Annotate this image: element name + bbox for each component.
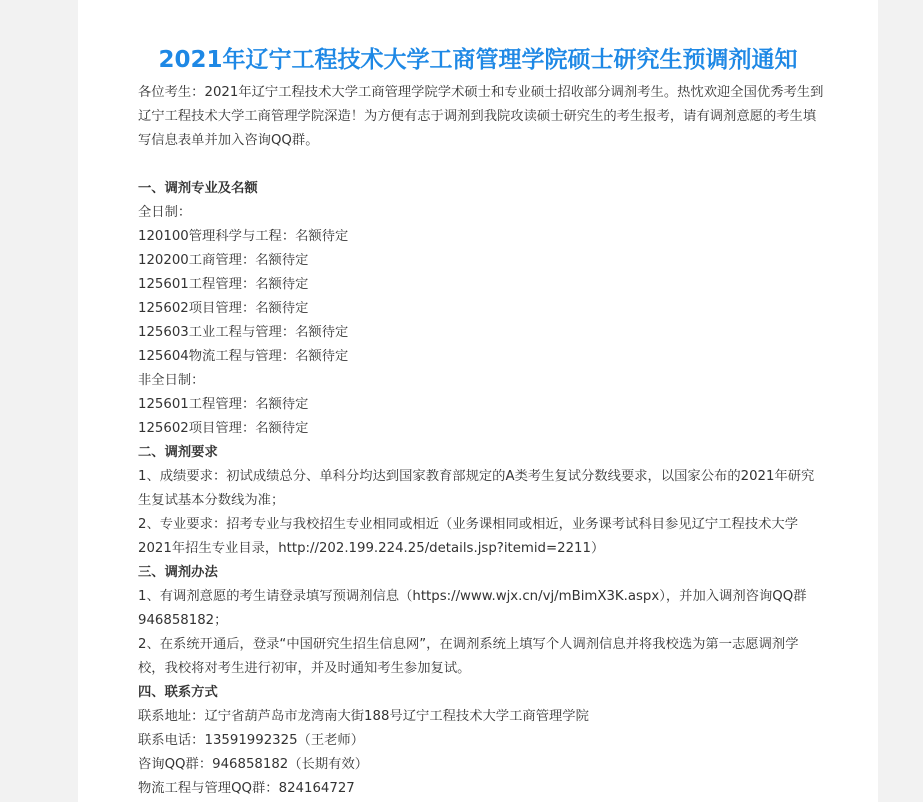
section-heading-requirements: 二、调剂要求 xyxy=(138,445,218,460)
list-item: 125603工业工程与管理：名额待定 xyxy=(138,325,349,340)
contact-qq-group: 咨询QQ群：946858182（长期有效） xyxy=(138,757,369,772)
requirement-item: 1、成绩要求：初试成绩总分、单科分均达到国家教育部规定的A类考生复试分数线要求，以国家公布的2021年研究生复试基本分数线为准； xyxy=(138,469,815,508)
article-page xyxy=(78,0,878,802)
parttime-label: 非全日制： xyxy=(138,373,205,388)
list-item: 125601工程管理：名额待定 xyxy=(138,397,309,412)
list-item: 125602项目管理：名额待定 xyxy=(138,421,309,436)
contact-address: 联系地址：辽宁省葫芦岛市龙湾南大街188号辽宁工程技术大学工商管理学院 xyxy=(138,709,589,724)
list-item: 125601工程管理：名额待定 xyxy=(138,277,309,292)
intro-paragraph: 各位考生：2021年辽宁工程技术大学工商管理学院学术硕士和专业硕士招收部分调剂考生。热忱欢迎全国优秀考生到辽宁工程技术大学工商管理学院深造！为方便有志于调剂到我院攻读硕士研究生的考生报考，请有调剂意愿的考生填写信息表单并加入咨询QQ群。 xyxy=(138,85,824,148)
list-item: 120100管理科学与工程：名额待定 xyxy=(138,229,349,244)
contact-phone: 联系电话：13591992325（王老师） xyxy=(138,733,365,748)
requirement-item: 2、专业要求：招考专业与我校招生专业相同或相近（业务课相同或相近，业务课考试科目参见辽宁工程技术大学2021年招生专业目录，http://202.199.224.25/details.jsp?itemid=2211） xyxy=(138,517,799,556)
procedure-item: 2、在系统开通后，登录“中国研究生招生信息网”，在调剂系统上填写个人调剂信息并将我校选为第一志愿调剂学校，我校将对考生进行初审，并及时通知考生参加复试。 xyxy=(138,637,799,676)
contact-logistics-qq-group: 物流工程与管理QQ群：824164727 xyxy=(138,781,355,796)
section-heading-contact: 四、联系方式 xyxy=(138,685,218,700)
section-heading-quota: 一、调剂专业及名额 xyxy=(138,181,258,196)
procedure-item: 1、有调剂意愿的考生请登录填写预调剂信息（https://www.wjx.cn/vj/mBimX3K.aspx），并加入调剂咨询QQ群946858182； xyxy=(138,589,807,628)
list-item: 125604物流工程与管理：名额待定 xyxy=(138,349,349,364)
list-item: 125602项目管理：名额待定 xyxy=(138,301,309,316)
article-body xyxy=(138,81,824,801)
fulltime-label: 全日制： xyxy=(138,205,192,220)
list-item: 120200工商管理：名额待定 xyxy=(138,253,309,268)
page-title: 2021年辽宁工程技术大学工商管理学院硕士研究生预调剂通知 xyxy=(158,47,798,74)
section-heading-procedure: 三、调剂办法 xyxy=(138,565,218,580)
paragraph-spacer xyxy=(138,153,824,177)
